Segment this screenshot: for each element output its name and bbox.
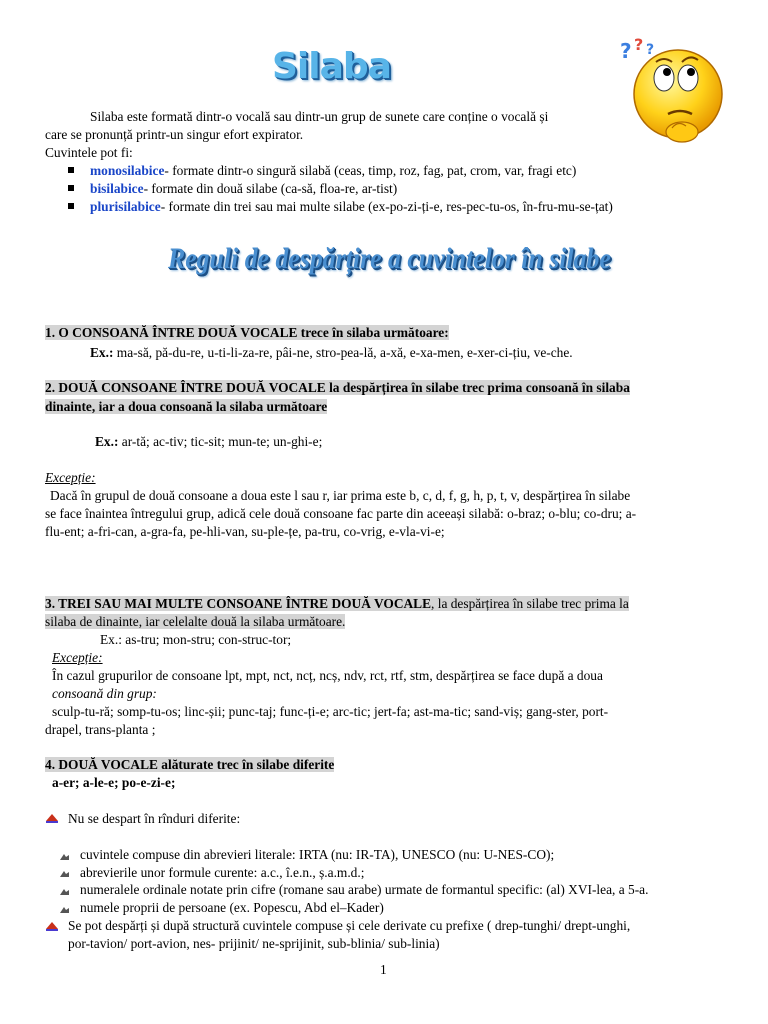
rule-3-example	[100, 632, 720, 649]
rule-3-exception-line-1: În cazul grupurilor de consoane lpt, mpt, nct, ncț, ncș, ndv, rct, rtf, stm, despărțirea se face după a doua	[52, 668, 603, 683]
page-number: 1	[380, 962, 387, 977]
rule-3-heading	[45, 596, 725, 613]
intro-line-2: care se pronunță printr-un singur efort expirator.	[45, 127, 304, 142]
square-bullet-icon	[68, 199, 76, 207]
note-item: cuvintele compuse din abrevieri literale: IRTA (nu: IR-TA), UNESCO (nu: U-NES-CO);	[80, 847, 555, 862]
intro-line-1: Silaba este formată dintr-o vocală sau dintr-un grup de sunete care conține o vocală și	[90, 109, 549, 124]
square-bullet-icon	[68, 181, 76, 189]
rule-3-title: 3. TREI SAU MAI MULTE CONSOANE ÎNTRE DOUĂ VOCALE	[45, 596, 432, 611]
compound-note-line-1: Se pot despărți și după structură cuvintele compuse și cele derivate cu prefixe ( drep-tunghi/ drept-unghi,	[68, 918, 631, 933]
rule-4-title: 4. DOUĂ VOCALE alăturate trec în silabe diferite	[45, 757, 335, 772]
rule-3-rest-1: , la despărțirea în silabe trec prima la	[431, 596, 629, 611]
type-item-monosilabice	[90, 163, 730, 180]
svg-text:?: ?	[620, 39, 632, 63]
rule-2-title: 2. DOUĂ CONSOANE ÎNTRE DOUĂ VOCALE	[45, 380, 326, 395]
arrow-bullet-icon	[45, 920, 59, 932]
compound-note-line-2: por-tavion/ port-avion, nes- prijinit/ ne-sprijinit, sub-blinia/ sub-linia)	[68, 936, 440, 951]
no-split-heading: Nu se despart în rînduri diferite:	[68, 811, 241, 826]
rule-2-exception-label: Excepție:	[45, 470, 96, 485]
rule-1-example	[90, 345, 730, 362]
type-desc: - formate dintr-o singură silabă (ceas, timp, roz, fag, pat, crom, var, fragi etc)	[164, 163, 577, 178]
rule-3-rest-2: silaba de dinainte, iar celelalte două la silaba următoare.	[45, 614, 346, 629]
square-bullet-icon	[68, 163, 76, 171]
rule-2-rest-2: dinainte, iar a doua consoană la silaba următoare	[45, 399, 328, 414]
rule-3-exception-line-4: drapel, trans-planta ;	[45, 722, 156, 737]
rule-1-rest: trece în silaba următoare:	[297, 325, 449, 340]
rule-3-exception-line-2: consoană din grup:	[52, 686, 157, 701]
rule-4-heading	[45, 757, 725, 774]
rule-1-heading	[45, 325, 725, 342]
section-heading: Reguli de despărțire a cuvintelor în silabe	[168, 242, 611, 275]
example-label: Ex.:	[100, 632, 122, 647]
small-bullet-icon	[60, 906, 70, 914]
type-term: monosilabice	[90, 163, 165, 178]
rule-2-heading	[45, 380, 725, 397]
small-bullet-icon	[60, 853, 70, 861]
example-text: as-tru; mon-stru; con-struc-tor;	[121, 632, 292, 647]
rule-2-example	[95, 434, 735, 451]
note-item: numele proprii de persoane (ex. Popescu, Abd el–Kader)	[80, 900, 384, 915]
note-item: abrevierile unor formule curente: a.c., î.e.n., ș.a.m.d.;	[80, 865, 365, 880]
rule-2-exception-line-1: Dacă în grupul de două consoane a doua este l sau r, iar prima este b, c, d, f, g, h, p, t, v, despărțirea în silabe	[50, 488, 631, 503]
intro-line-3: Cuvintele pot fi:	[45, 145, 133, 160]
example-label: Ex.:	[95, 434, 119, 449]
rule-2-exception-line-2: se face înaintea întregului grup, adică cele două consoane fac parte din aceeași silabă: o-braz; o-blu; co-dru; a-	[45, 506, 637, 521]
rule-2-rest-1: la despărțirea în silabe trec prima consoană în silaba	[325, 380, 630, 395]
svg-text:?: ?	[646, 42, 655, 58]
type-term: bisilabice	[90, 181, 144, 196]
rule-4-example: a-er; a-le-e; po-e-zi-e;	[52, 775, 176, 790]
example-text: ar-tă; ac-tiv; tic-sit; mun-te; un-ghi-e;	[118, 434, 323, 449]
rule-1-title: 1. O CONSOANĂ ÎNTRE DOUĂ VOCALE	[45, 325, 298, 340]
page-title: Silaba	[272, 46, 391, 87]
note-item: numeralele ordinale notate prin cifre (romane sau arabe) urmate de formantul specific: (al) XVI-lea, a 5-a.	[80, 882, 649, 897]
example-text: ma-să, pă-du-re, u-ti-li-za-re, pâi-ne, stro-pea-lă, a-xă, e-xa-men, e-xer-ci-țiu, ve-che.	[113, 345, 573, 360]
example-label: Ex.:	[90, 345, 114, 360]
type-item-bisilabice	[90, 181, 730, 198]
rule-2-exception-line-3: flu-ent; a-fri-can, a-gra-fa, pe-hli-van, su-ple-țe, pa-tru, co-vrig, e-vla-vi-e;	[45, 524, 445, 539]
type-term: plurisilabice	[90, 199, 161, 214]
rule-2-heading-line-2	[45, 399, 725, 416]
type-desc: - formate din trei sau mai multe silabe (ex-po-zi-ți-e, res-pec-tu-os, în-fru-mu-se-țat)	[160, 199, 613, 214]
svg-text:?: ?	[634, 35, 644, 54]
rule-3-heading-line-2	[45, 614, 725, 631]
small-bullet-icon	[60, 870, 70, 878]
rule-3-exception-label: Excepție:	[52, 650, 103, 665]
arrow-bullet-icon	[45, 812, 59, 824]
type-item-plurisilabice	[90, 199, 730, 216]
small-bullet-icon	[60, 888, 70, 896]
rule-3-exception-line-3: sculp-tu-ră; somp-tu-os; linc-șii; punc-taj; func-ți-e; arc-tic; jert-fa; ast-ma-tic; sand-viș; gang-ster, port-	[52, 704, 609, 719]
type-desc: - formate din două silabe (ca-să, floa-re, ar-tist)	[143, 181, 398, 196]
